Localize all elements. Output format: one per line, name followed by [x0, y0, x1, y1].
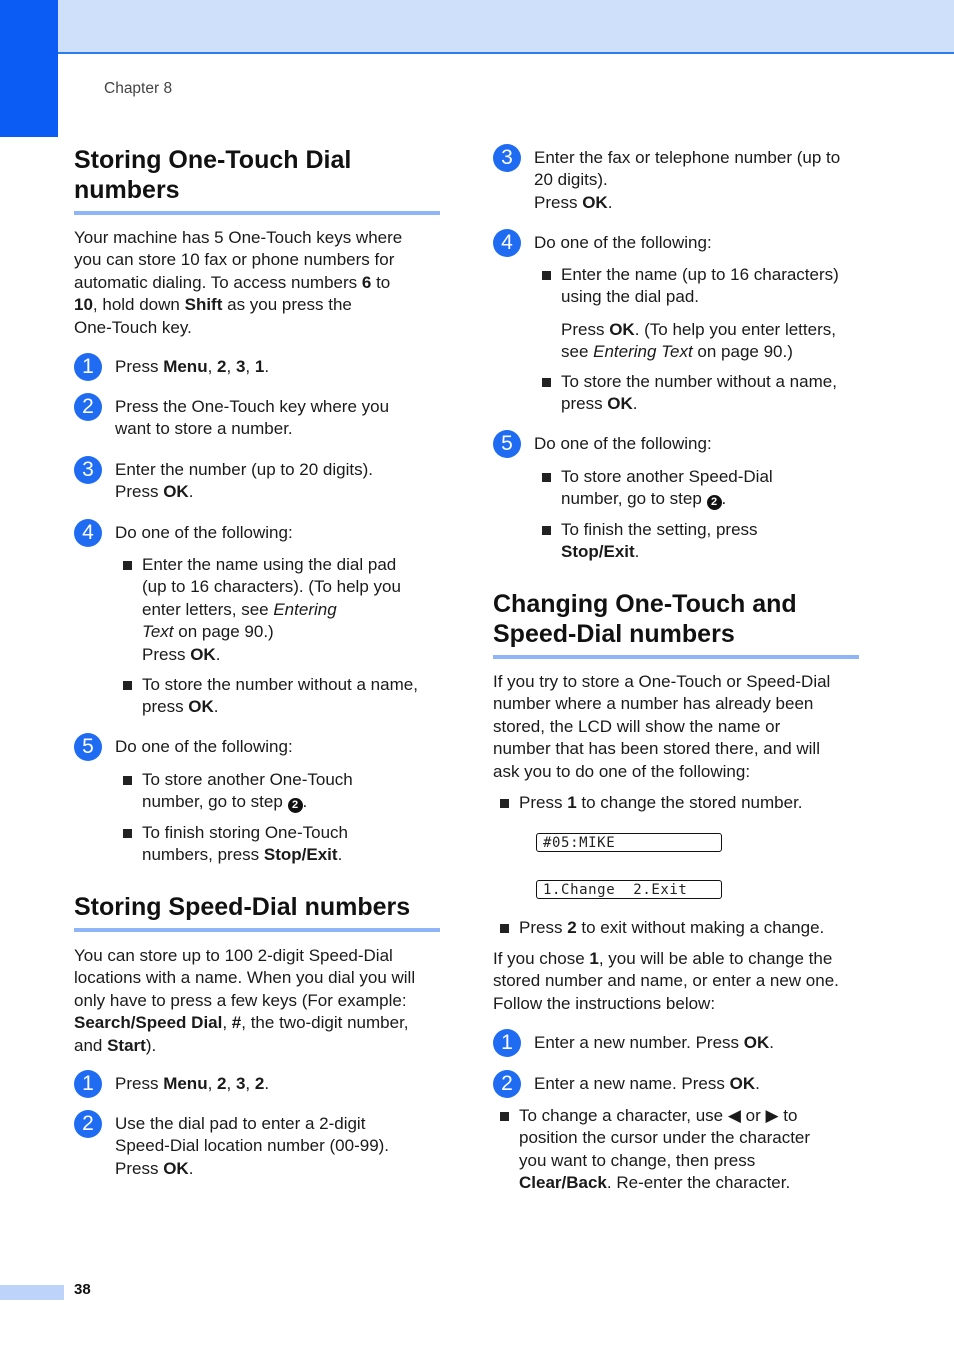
step-text: Use the dial pad to enter a 2-digit Speed-Dial location number (00-99). Press OK. — [115, 1114, 390, 1178]
step-number: 5 — [74, 733, 102, 761]
bullet-square — [123, 776, 132, 785]
step-text: Do one of the following: — [534, 233, 712, 252]
lcd-display-line-1: #05:MIKE — [536, 833, 722, 852]
page-number: 38 — [74, 1281, 91, 1298]
bullet-square — [542, 271, 551, 280]
right-arrow-icon: ▶ — [765, 1106, 779, 1125]
step-number: 1 — [74, 1070, 102, 1098]
step-number: 3 — [493, 144, 521, 172]
step-number: 2 — [74, 393, 102, 421]
step-text: Enter a new name. Press OK. — [534, 1074, 760, 1093]
step-reference-icon: 2 — [707, 495, 722, 510]
section-title-speed-dial: Storing Speed-Dial numbers — [74, 892, 440, 932]
changing-follow-up: If you chose 1, you will be able to change the stored number and name, or enter a new one. Follow the instructions below: — [493, 949, 839, 1013]
left-arrow-icon: ◀ — [727, 1106, 741, 1125]
step-number: 4 — [493, 229, 521, 257]
header-band — [0, 0, 954, 54]
step-number: 5 — [493, 430, 521, 458]
lcd-display-line-2: 1.Change 2.Exit — [536, 880, 722, 899]
footer-bar — [0, 1285, 64, 1300]
bullet-square — [500, 799, 509, 808]
section-title-one-touch: Storing One-Touch Dial numbers — [74, 145, 440, 215]
step-number: 2 — [493, 1070, 521, 1098]
step-text: Do one of the following: — [534, 434, 712, 453]
step-text: Do one of the following: — [115, 523, 293, 542]
step-number: 4 — [74, 519, 102, 547]
step-text: Enter the number (up to 20 digits). Press OK. — [115, 460, 373, 502]
step-text: Press Menu, 2, 3, 1. — [115, 357, 270, 376]
bullet-square — [500, 924, 509, 933]
step-number: 1 — [493, 1029, 521, 1057]
step-text: Do one of the following: — [115, 737, 293, 756]
bullet-square — [542, 378, 551, 387]
step-number: 3 — [74, 456, 102, 484]
chapter-label: Chapter 8 — [104, 80, 173, 97]
bullet-square — [123, 681, 132, 690]
step-text: Press the One-Touch key where you want to store a number. — [115, 397, 390, 439]
chapter-tab — [0, 0, 58, 137]
step-text: Enter the fax or telephone number (up to 20 digits). Press OK. — [534, 148, 841, 212]
step-number: 2 — [74, 1110, 102, 1138]
step-reference-icon: 2 — [288, 798, 303, 813]
one-touch-intro: Your machine has 5 One-Touch keys where you can store 10 fax or phone numbers for automatic dialing. To access numbers 6 to 10, hold down Shift as you press the One-Touch key. — [74, 228, 403, 337]
bullet-square — [123, 829, 132, 838]
bullet-square — [542, 473, 551, 482]
bullet-square — [542, 526, 551, 535]
step-text: Press Menu, 2, 3, 2. — [115, 1074, 270, 1093]
step-text: Enter a new number. Press OK. — [534, 1033, 775, 1052]
step-number: 1 — [74, 353, 102, 381]
bullet-square — [500, 1112, 509, 1121]
section-title-changing: Changing One-Touch and Speed-Dial numbers — [493, 589, 859, 659]
bullet-square — [123, 561, 132, 570]
speed-dial-intro: You can store up to 100 2-digit Speed-Dial locations with a name. When you dial you will only have to press a few keys (For example: Search/Speed Dial, #, the two-digit number, and Start). — [74, 946, 416, 1055]
changing-intro: If you try to store a One-Touch or Speed-Dial number where a number has already been stored, the LCD will show the name or number that has been stored there, and will ask you to do one of the following: — [493, 672, 831, 781]
